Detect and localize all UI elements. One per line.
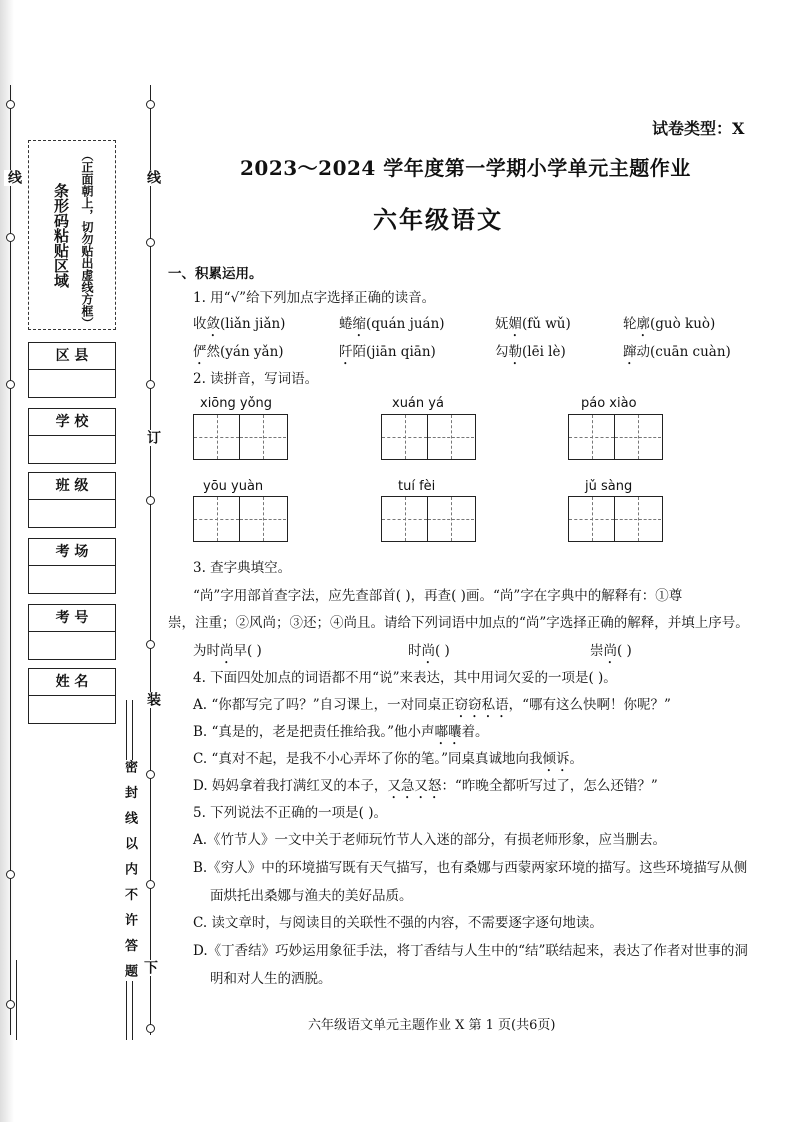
ring-mark	[146, 238, 155, 247]
dotted-char: 俨	[193, 344, 207, 360]
q1-item-options: (jiān qiān)	[366, 344, 436, 360]
field-label: 考 号	[29, 605, 115, 632]
q1-item[interactable]	[495, 340, 566, 368]
field-label: 姓 名	[29, 669, 115, 696]
cut-line	[150, 85, 151, 1035]
field-label: 区 县	[29, 343, 115, 370]
q3-word-text: 为时	[193, 643, 220, 659]
field-label: 学 校	[29, 409, 115, 436]
ring-mark	[6, 100, 15, 109]
q1-item-text: 妩	[495, 316, 509, 332]
q1-item-text: 勾	[495, 344, 509, 360]
q1-item-text: 动	[636, 344, 650, 360]
option-text: 。	[569, 751, 583, 767]
field-label: 班 级	[29, 473, 115, 500]
page-footer: 六年级语文单元主题作业 X 第 1 页(共6页)	[308, 1018, 556, 1033]
ring-mark	[6, 1000, 15, 1009]
q1-item-options: (lēi lè)	[522, 344, 566, 360]
ring-mark	[146, 1024, 155, 1033]
field-name[interactable]	[28, 668, 116, 724]
dotted-char: 阡	[339, 344, 353, 360]
q5-option-c[interactable]: C. 读文章时，与阅读目的关联性不强的内容，不需要逐字逐句地读。	[193, 915, 603, 931]
q4-option-c[interactable]	[193, 747, 583, 775]
q5-option-a[interactable]: A.《竹节人》一文中关于老师玩竹节人入迷的部分，有损老师形象，应当删去。	[193, 832, 667, 848]
paper-type: 试卷类型：X	[652, 119, 745, 138]
q1-item-text: 收	[193, 316, 207, 332]
q3-word-text: 早( )	[233, 643, 262, 659]
dotted-char: 尚	[603, 643, 617, 659]
q3-word-text: ( )	[617, 643, 632, 659]
pinyin-label: páo xiào	[581, 396, 637, 411]
line-mark: 线	[145, 170, 161, 186]
q1-item-options: (cuān cuàn)	[650, 344, 731, 360]
q4-stem: 4. 下面四处加点的词语都不用“说”来表达，其中用词欠妥的一项是( )。	[193, 670, 617, 686]
q1-item[interactable]	[339, 340, 436, 368]
dotted-word: 又急又怒	[387, 778, 442, 794]
line-mark: 线	[6, 170, 22, 186]
q5-option-d-cont: 明和对人生的洒脱。	[210, 971, 332, 987]
q1-item[interactable]	[193, 340, 284, 368]
barcode-title: 条形码粘贴区域	[52, 183, 70, 288]
pinyin-label: xiōng yǒng	[200, 396, 273, 411]
q1-item[interactable]	[339, 312, 445, 340]
q3-text: “尚”字用部首查字法，应先查部首( )，再查( )画。“尚”字在字典中的解释有：①尊	[193, 588, 683, 604]
writing-grid[interactable]	[193, 496, 288, 542]
pinyin-label: tuí fèi	[398, 479, 436, 494]
writing-grid[interactable]	[381, 414, 476, 460]
zhuang-mark: 装	[145, 692, 161, 708]
q1-item[interactable]	[623, 312, 715, 340]
ring-mark	[6, 233, 15, 242]
q3-word[interactable]	[193, 639, 262, 667]
ring-mark	[146, 496, 155, 505]
dotted-char: 勒	[508, 344, 522, 360]
q3-word[interactable]	[408, 639, 450, 667]
section-heading: 一、积累运用。	[168, 266, 263, 282]
dotted-char: 敛	[206, 316, 220, 332]
q1-item-options: (quán juán)	[366, 316, 445, 332]
q4-option-d[interactable]	[193, 774, 658, 802]
field-class[interactable]	[28, 472, 116, 528]
ring-mark	[6, 870, 15, 879]
q1-stem: 1. 用“√”给下列加点字选择正确的读音。	[193, 290, 436, 306]
q5-option-b[interactable]: B.《穷人》中的环境描写既有天气描写，也有桑娜与西蒙两家环境的描写。这些环境描写从侧	[193, 860, 748, 876]
q4-option-b[interactable]	[193, 720, 489, 748]
field-exam-room[interactable]	[28, 538, 116, 594]
pinyin-label: jǔ sàng	[585, 479, 633, 494]
field-district[interactable]	[28, 342, 116, 398]
q1-item-options: (yán yǎn)	[220, 344, 284, 360]
ding-mark: 订	[145, 430, 161, 446]
dotted-word: 倾诉	[542, 751, 570, 767]
ring-mark	[146, 880, 155, 889]
q3-stem: 3. 查字典填空。	[193, 560, 292, 576]
margin-line	[16, 960, 17, 1040]
q1-item[interactable]	[193, 312, 285, 340]
q1-item[interactable]	[495, 312, 571, 340]
page-subtitle: 六年级语文	[373, 205, 503, 234]
q3-word-text: 时	[408, 643, 422, 659]
writing-grid[interactable]	[193, 414, 288, 460]
option-text: ，“哪有这么快啊！你呢？”	[508, 697, 671, 713]
q3-word[interactable]	[590, 639, 632, 667]
field-exam-number[interactable]	[28, 604, 116, 660]
q5-option-d[interactable]: D.《丁香结》巧妙运用象征手法，将丁香结与人生中的“结”联结起来，表达了作者对世事的洞	[193, 943, 748, 959]
field-label: 考 场	[29, 539, 115, 566]
seal-notice: 密 封 线 以 内 不 许 答 题	[122, 760, 137, 982]
ring-mark	[146, 100, 155, 109]
writing-grid[interactable]	[568, 496, 663, 542]
ring-mark	[146, 640, 155, 649]
pinyin-label: xuán yá	[392, 396, 444, 411]
q2-stem: 2. 读拼音，写词语。	[193, 371, 319, 387]
q1-item[interactable]	[623, 340, 731, 368]
option-text: D. 妈妈拿着我打满红叉的本子，	[193, 778, 388, 794]
q1-item-options: (liǎn jiǎn)	[220, 316, 286, 332]
option-text: A. “你都写完了吗？”自习课上，一对同桌正	[193, 697, 455, 713]
margin-line	[10, 85, 11, 1035]
writing-grid[interactable]	[381, 496, 476, 542]
option-text: ：“昨晚全都听写过了，怎么还错？”	[441, 778, 658, 794]
down-mark: 下	[142, 960, 158, 976]
field-school[interactable]	[28, 408, 116, 464]
barcode-note: （正面朝上，切勿贴出虚线方框）	[80, 149, 94, 329]
dotted-char: 尚	[220, 643, 234, 659]
dotted-word: 嘟囔	[434, 724, 462, 740]
q1-item-text: 陌	[352, 344, 366, 360]
barcode-area	[28, 140, 116, 330]
q1-item-text: 轮	[623, 316, 637, 332]
option-text: 着。	[461, 724, 489, 740]
q4-option-a[interactable]	[193, 693, 671, 721]
dotted-word: 窃窃私语	[454, 697, 509, 713]
ring-mark	[146, 770, 155, 779]
ring-mark	[146, 380, 155, 389]
writing-grid[interactable]	[568, 414, 663, 460]
page-title: 2023～2024 学年度第一学期小学单元主题作业	[240, 156, 691, 180]
dotted-char: 蹿	[623, 344, 637, 360]
q3-text: 崇，注重；②风尚；③还；④尚且。请给下列词语中加点的“尚”字选择正确的解释，并填上序号。	[168, 615, 749, 631]
q5-stem: 5. 下列说法不正确的一项是( )。	[193, 805, 387, 821]
dotted-char: 缩	[352, 316, 366, 332]
q5-option-b-cont: 面烘托出桑娜与渔夫的美好品质。	[210, 888, 413, 904]
q3-word-text: 崇	[590, 643, 604, 659]
q1-item-text: 然	[206, 344, 220, 360]
q1-item-options: (fǔ wǔ)	[522, 316, 571, 332]
ring-mark	[6, 380, 15, 389]
option-text: B. “真是的，老是把责任推给我。”他小声	[193, 724, 435, 740]
q1-item-text: 蜷	[339, 316, 353, 332]
dotted-char: 廓	[636, 316, 650, 332]
dotted-char: 尚	[421, 643, 435, 659]
option-text: C. “真对不起，是我不小心弄坏了你的笔。”同桌真诚地向我	[193, 751, 543, 767]
dotted-char: 媚	[508, 316, 522, 332]
q3-word-text: ( )	[435, 643, 450, 659]
pinyin-label: yōu yuàn	[203, 479, 264, 494]
scan-shadow	[0, 0, 14, 1122]
q1-item-options: (guò kuò)	[650, 316, 716, 332]
